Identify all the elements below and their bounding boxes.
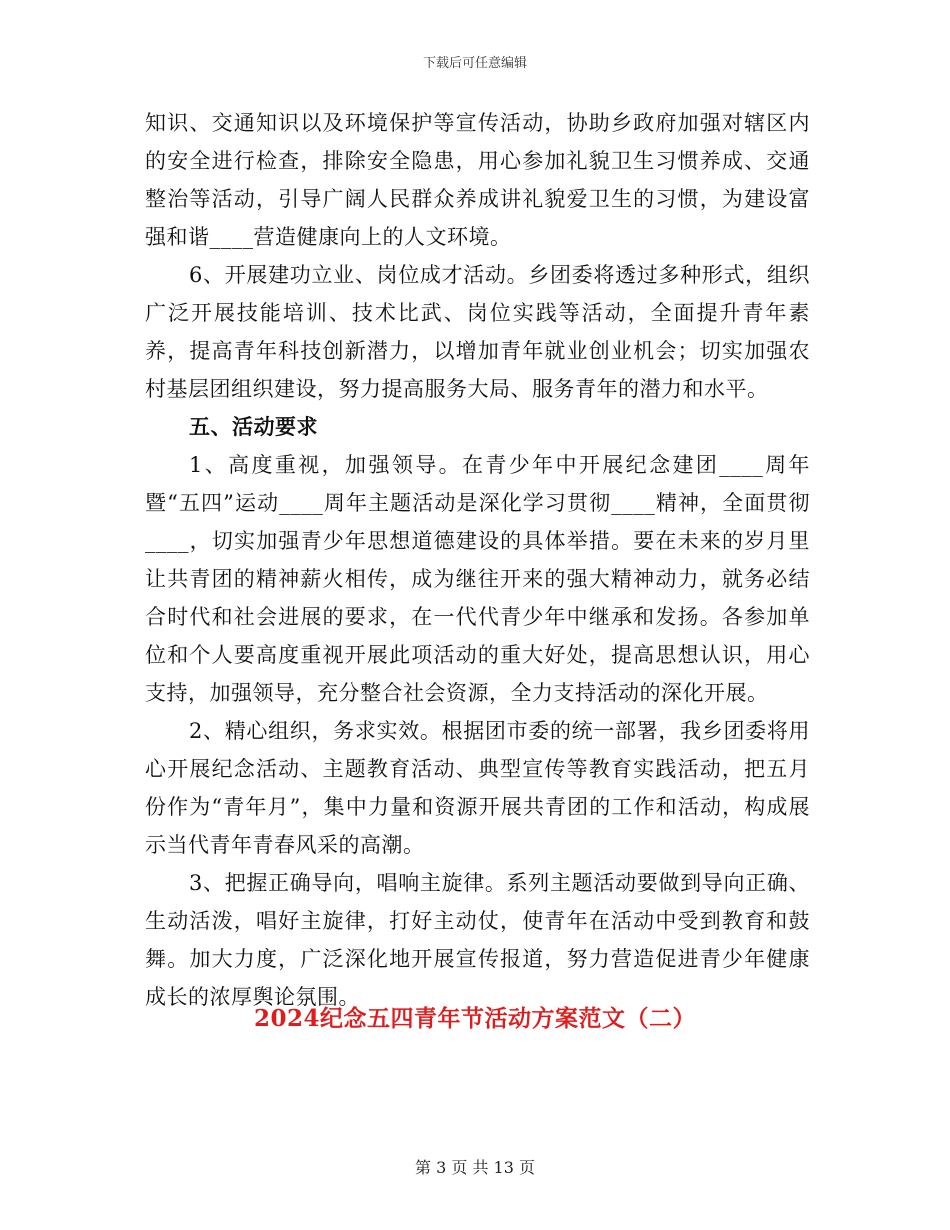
next-document-title: 2024纪念五四青年节活动方案范文（二） bbox=[253, 1005, 696, 1032]
paragraph-requirement-2: 2、精心组织，务求实效。根据团市委的统一部署，我乡团委将用心开展纪念活动、主题教育活动、典型宣传等教育实践活动，把五月份作为“青年月”，集中力量和资源开展共青团的工作和活动，构成展示当代青年青春风采的高潮。 bbox=[145, 719, 810, 857]
paragraph-item-6: 6、开展建功立业、岗位成才活动。乡团委将透过多种形式，组织广泛开展技能培训、技术比武、岗位实践等活动，全面提升青年素养，提高青年科技创新潜力，以增加青年就业创业机会；切实加强农村基层团组织建设，努力提高服务大局、服务青年的潜力和水平。 bbox=[145, 263, 810, 401]
document-body bbox=[145, 104, 810, 1016]
page-number-footer: 第 3 页 共 13 页 bbox=[415, 1158, 535, 1177]
page-header-note: 下载后可任意编辑 bbox=[422, 56, 527, 71]
paragraph-requirement-3: 3、把握正确导向，唱响主旋律。系列主题活动要做到导向正确、生动活泼，唱好主旋律，打好主动仗，使青年在活动中受到教育和鼓舞。加大力度，广泛深化地开展宣传报道，努力营造促进青少年健康成长的浓厚舆论氛围。 bbox=[145, 871, 810, 1009]
section-heading-requirements: 五、活动要求 bbox=[189, 414, 318, 439]
paragraph-continued: 知识、交通知识以及环境保护等宣传活动，协助乡政府加强对辖区内的安全进行检查，排除安全隐患，用心参加礼貌卫生习惯养成、交通整治等活动，引导广阔人民群众养成讲礼貌爱卫生的习惯，为建设富强和谐____营造健康向上的人文环境。 bbox=[145, 111, 810, 249]
paragraph-requirement-1: 1、高度重视，加强领导。在青少年中开展纪念建团____周年暨“五四”运动____周年主题活动是深化学习贯彻____精神，全面贯彻____，切实加强青少年思想道德建设的具体举措。要在未来的岁月里让共青团的精神薪火相传，成为继往开来的强大精神动力，就务必结合时代和社会进展的要求，在一代代青少年中继承和发扬。各参加单位和个人要高度重视开展此项活动的重大好处，提高思想认识，用心支持，加强领导，充分整合社会资源，全力支持活动的深化开展。 bbox=[145, 453, 810, 705]
